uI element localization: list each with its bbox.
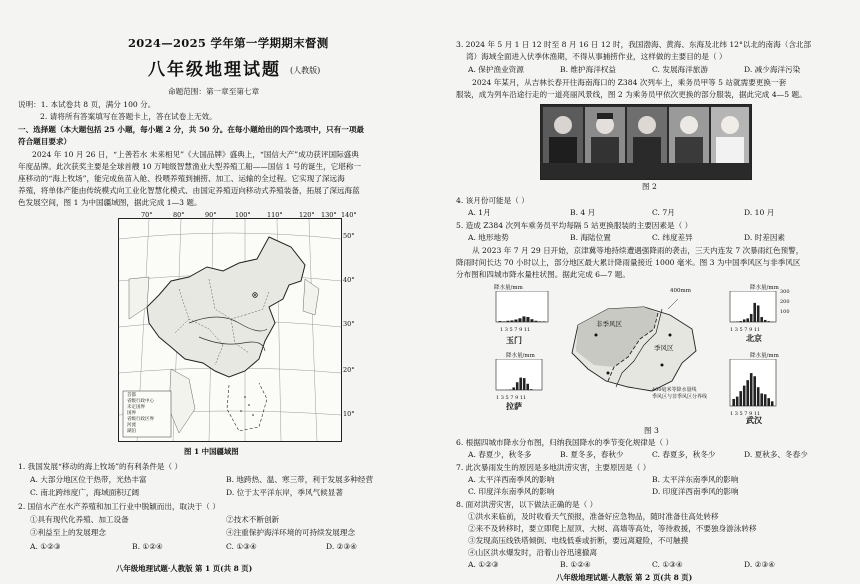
precip-bar-beijing xyxy=(764,320,767,322)
legend-item: 季风区与非季风区分界线 xyxy=(652,394,708,400)
city-label: 武汉 xyxy=(746,415,762,425)
legend-item: 400毫米等降水量线 xyxy=(652,387,697,393)
legend-item: 河流 xyxy=(127,423,136,428)
uniform-photo xyxy=(711,107,749,163)
precip-bar-wuhan xyxy=(760,393,763,406)
option-a[interactable]: A. ①②③ xyxy=(30,542,61,551)
passage-line: 分布图和四城市降水量柱状图。据此完成 6—7 题。 xyxy=(456,270,630,279)
precip-bar-yumen xyxy=(510,320,513,322)
statement-item: ③发现高压线铁塔倾倒、电线低垂或折断，要远离避险，不可触摸 xyxy=(468,536,689,545)
passage-line: 养殖，将单体产能由传统模式向工业化智慧化模式、由国定养殖迈向移动式养殖装备，拓展了深远海蓝 xyxy=(18,186,360,195)
edition-label: (人教版) xyxy=(290,66,321,75)
city-label: 拉萨 xyxy=(506,401,522,411)
passage-line: 年度品牌。此次获奖主要是全球首艘 10 万吨级智慧渔业大型养殖工船——国信 1 号的诞生，它堪称一 xyxy=(18,162,362,171)
precip-bar-wuhan xyxy=(764,394,767,406)
section-heading: 一、选择题（本大题包括 25 小题，每小题 2 分，共 50 分。在每小题给出的四个选项中，只有一项最 xyxy=(18,125,365,134)
question-stem: 6. 根据四城市降水分布图，归纳我国降水的季节变化规律是（ ） xyxy=(456,438,674,447)
lat-label: 50° xyxy=(343,232,355,240)
precip-bar-lhasa xyxy=(512,387,515,390)
option-c[interactable]: C. 春夏多，秋冬少 xyxy=(652,450,716,459)
legend-item: 湖泊 xyxy=(127,429,136,434)
question-stem: 8. 面对洪涝灾害，以下做法正确的是（ ） xyxy=(456,500,598,509)
precip-bar-beijing xyxy=(760,317,763,322)
option-c[interactable]: C. 南北跨纬度广，海域面积辽阔 xyxy=(30,488,140,497)
precip-bar-wuhan xyxy=(750,373,753,406)
isoline-label: 400mm xyxy=(670,288,691,294)
question-stem: 5. 造成 Z384 次列车乘务员平均每隔 5 站更换服装的主要因素是（ ） xyxy=(456,221,693,230)
precip-bar-yumen xyxy=(498,321,501,322)
question-stem: 7. 此次暴雨发生的原因是多地洪涝灾害，主要原因是（ ） xyxy=(456,463,651,472)
axis-title: 降水量/mm xyxy=(750,285,779,291)
note-line: 说明：1. 本试卷共 8 页，满分 100 分。 xyxy=(18,100,156,109)
option-b[interactable]: B. 4 月 xyxy=(570,208,596,217)
precip-bar-wuhan xyxy=(767,398,770,406)
option-c[interactable]: C. 7月 xyxy=(652,208,675,217)
question-stem: 1. 我国发展“移动的海上牧场”的有利条件是（ ） xyxy=(18,462,183,471)
option-b[interactable]: B. 维护海洋权益 xyxy=(560,65,616,74)
statement-item: ④注重保护海洋环境的可持续发展理念 xyxy=(226,528,356,537)
statement-item: ②来不及转移时，要立即爬上屋顶、大树、高墙等高处，等待救援，不要独身游泳转移 xyxy=(468,524,757,533)
chart-frame xyxy=(730,291,776,322)
y-tick: 200 xyxy=(780,299,790,305)
option-d[interactable]: D. 夏秋多、冬春少 xyxy=(744,450,808,459)
y-tick: 100 xyxy=(780,309,790,315)
precip-bar-yumen xyxy=(542,321,545,322)
precip-bar-yumen xyxy=(538,321,541,322)
option-a[interactable]: A. 地形地势 xyxy=(468,233,509,242)
option-b[interactable]: B. ①②④ xyxy=(132,542,163,551)
chart-frame xyxy=(496,291,548,322)
uniform-photo xyxy=(627,107,667,163)
lon-label: 100° xyxy=(235,211,251,219)
y-tick: 300 xyxy=(780,289,790,295)
precip-bar-yumen xyxy=(518,318,521,322)
option-a[interactable]: A. 1月 xyxy=(468,208,491,217)
precip-bar-yumen xyxy=(514,320,517,322)
figure-caption: 图 2 xyxy=(642,182,657,191)
question-stem: 2. 国信水产在水产养殖和加工行业中脱颖而出，取决于（ ） xyxy=(18,502,220,511)
option-b[interactable]: B. 太平洋东南季风的影响 xyxy=(652,475,739,484)
uniform-photo xyxy=(669,107,709,163)
page-footer: 八年级地理试题·人教版 第 1 页(共 8 页) xyxy=(116,564,253,573)
precip-bar-yumen xyxy=(522,316,525,322)
passage-line: 2024 年 10 月 26 日，“上善若水 未来相见”《大国品牌》盛典上，“国信大产”成功获评国际盛典 xyxy=(32,150,359,159)
passage-line: 色发展空间，图 1 为中国疆域图，据此完成 1—3 题。 xyxy=(18,198,202,207)
option-a[interactable]: A. 保护渔业资源 xyxy=(468,65,524,74)
lon-label: 90° xyxy=(205,211,217,219)
city-label: 玉门 xyxy=(506,335,522,345)
precip-bar-beijing xyxy=(743,319,746,322)
month-ticks: 1 3 5 7 9 11 xyxy=(500,327,531,333)
figure-caption: 图 1 中国疆域图 xyxy=(184,447,239,456)
page-footer: 八年级地理试题·人教版 第 2 页(共 8 页) xyxy=(556,573,693,582)
month-ticks: 1 3 5 7 9 11 xyxy=(730,327,761,333)
precip-bar-beijing xyxy=(753,303,756,322)
option-c[interactable]: C. 印度洋东南季风的影响 xyxy=(468,487,555,496)
precip-chart-lhasa xyxy=(492,351,552,411)
axis-title: 降水量/mm xyxy=(506,353,535,359)
scope-text: 命题范围：第一章至第七章 xyxy=(168,87,260,96)
chart-frame xyxy=(496,359,542,390)
china-territory-map xyxy=(118,211,357,442)
legend-item: 国界 xyxy=(127,411,136,416)
passage-line: 服装，成为列车沿途行走的一道亮丽风景线，图 2 为乘务员甲依次更换的部分服装，据此完成 4—5 题。 xyxy=(456,90,807,99)
passage-line: 从 2023 年 7 月 29 日开始，京津冀等地持续遭遇强降雨的袭击，三天内连发 7 次暴雨红色预警， xyxy=(472,246,804,255)
precip-bar-yumen xyxy=(526,317,529,322)
precip-bar-wuhan xyxy=(753,376,756,406)
passage-line: 座移动的“海上牧场”，能完成鱼苗入舱、投喂养殖到捕捞、加工、运输的全过程。它实现了深远海 xyxy=(18,174,345,183)
passage-line: 2024 年某月，从吉林长春开往海南海口的 Z384 次列车上，乘务员甲等 5 站就需要更换一套 xyxy=(472,78,787,87)
section-heading: 符合题目要求） xyxy=(18,137,72,146)
lon-label: 140° xyxy=(341,211,357,219)
precip-bar-lhasa xyxy=(509,389,512,390)
lon-label: 110° xyxy=(267,211,283,219)
city-label: 北京 xyxy=(746,333,762,343)
exam-header: 2024—2025 学年第一学期期末督测 xyxy=(128,36,329,50)
precip-bar-beijing xyxy=(736,321,739,322)
option-c[interactable]: C. ①③④ xyxy=(226,542,257,551)
exam-title: 八年级地理试题 xyxy=(148,60,281,80)
note-line: 2. 请将所有答案填写在答题卡上，答在试卷上无效。 xyxy=(40,112,217,121)
question-stem: 湾）海域全面进入伏季休渔期，不得从事捕捞作业，这样做的主要目的是（ ） xyxy=(466,52,727,61)
uniform-photo xyxy=(585,107,625,163)
precip-bar-beijing xyxy=(757,305,760,322)
legend-item: 省级行政区界 xyxy=(127,417,154,422)
precip-bar-lhasa xyxy=(519,378,522,390)
option-b[interactable]: B. 夏冬多，春秋少 xyxy=(560,450,624,459)
precip-bar-lhasa xyxy=(526,384,529,390)
option-d[interactable]: D. ②③④ xyxy=(744,560,776,569)
map-drawing xyxy=(119,219,341,441)
option-c[interactable]: C. ①③④ xyxy=(652,560,683,569)
figure-caption: 图 3 xyxy=(644,426,659,435)
option-c[interactable]: C. 纬度差异 xyxy=(652,233,693,242)
axis-title: 降水量/mm xyxy=(494,285,523,291)
precip-bar-wuhan xyxy=(743,386,746,406)
right-page xyxy=(430,0,860,584)
option-d[interactable]: D. 减少海洋污染 xyxy=(744,65,801,74)
precip-bar-yumen xyxy=(502,321,505,322)
month-ticks: 1 3 5 7 9 11 xyxy=(496,395,527,401)
precip-chart-wuhan xyxy=(726,351,792,423)
monsoon-figure xyxy=(492,283,792,423)
precip-bar-beijing xyxy=(739,321,742,322)
option-a[interactable]: A. 春夏少，秋冬多 xyxy=(468,450,532,459)
region-label: 季风区 xyxy=(654,344,674,352)
precip-chart-yumen xyxy=(492,283,552,345)
lon-label: 80° xyxy=(173,211,185,219)
option-d[interactable]: D. 时差因素 xyxy=(744,233,786,242)
region-label: 非季风区 xyxy=(596,320,622,328)
month-ticks: 1 3 5 7 9 11 xyxy=(730,411,761,417)
legend-item: 省级行政中心 xyxy=(127,399,154,404)
option-d[interactable]: D. ②③④ xyxy=(326,542,358,551)
option-d[interactable]: D. 位于太平洋东岸，季风气候显著 xyxy=(226,488,343,497)
option-d[interactable]: D. 10 月 xyxy=(744,208,775,217)
option-a[interactable]: A. ①②③ xyxy=(468,560,499,569)
precip-bar-lhasa xyxy=(530,389,533,390)
precip-bar-wuhan xyxy=(736,397,739,406)
precip-bar-yumen xyxy=(534,321,537,322)
statement-item: ①具有现代化养殖、加工设备 xyxy=(30,515,129,524)
precip-chart-beijing xyxy=(726,283,792,343)
option-c[interactable]: C. 发展海洋旅游 xyxy=(652,65,708,74)
question-stem: 3. 2024 年 5 月 1 日 12 时至 8 月 16 日 12 时，我国渤海、黄海、东海及北纬 12°以北的南海（含北部 xyxy=(456,40,812,49)
lon-label: 120° xyxy=(299,211,315,219)
statement-item: ①洪水来临前，及时收看天气预报，准备好应急物品，随时准备往高处转移 xyxy=(468,512,719,521)
precip-bar-yumen xyxy=(530,319,533,322)
legend-item: 首都 xyxy=(127,393,136,398)
precip-bar-wuhan xyxy=(771,401,774,406)
precip-bar-wuhan xyxy=(739,391,742,406)
lat-label: 30° xyxy=(343,320,355,328)
precip-bar-wuhan xyxy=(746,380,749,406)
precip-bar-beijing xyxy=(767,321,770,322)
axis-title: 降水量/mm xyxy=(750,353,779,359)
precip-bar-lhasa xyxy=(516,382,519,390)
lon-label: 130° xyxy=(321,211,337,219)
precip-bar-yumen xyxy=(506,321,509,322)
statement-item: ③利益至上的发展理念 xyxy=(30,528,106,537)
uniform-photos xyxy=(540,104,752,180)
option-b[interactable]: B. 地跨热、温、寒三带，利于发展多种经营 xyxy=(226,475,374,484)
option-a[interactable]: A. 太平洋西南季风的影响 xyxy=(468,475,555,484)
lon-label: 70° xyxy=(141,211,153,219)
statement-item: ④山区洪水爆发时，沿着山谷迅速撤离 xyxy=(468,548,598,557)
lat-label: 40° xyxy=(343,276,355,284)
precip-bar-beijing xyxy=(750,314,753,322)
legend-item: 未定国界 xyxy=(127,405,145,410)
option-b[interactable]: B. 海陆位置 xyxy=(570,233,611,242)
uniform-photo xyxy=(543,107,583,163)
option-a[interactable]: A. 大部分地区位于热带，光热丰富 xyxy=(30,475,147,484)
lat-label: 10° xyxy=(343,410,355,418)
precip-bar-lhasa xyxy=(523,378,526,390)
statement-item: ②技术不断创新 xyxy=(226,515,280,524)
precip-bar-beijing xyxy=(746,318,749,322)
precip-bar-wuhan xyxy=(757,387,760,406)
precip-bar-wuhan xyxy=(732,399,735,406)
question-stem: 4. 该月份可能是（ ） xyxy=(456,196,529,205)
passage-line: 降雨时间长达 70 小时以上，部分地区最大累计降雨量接近 1000 毫米。图 3 为中国季风区与非季风区 xyxy=(456,258,801,267)
option-b[interactable]: B. ①②④ xyxy=(560,560,591,569)
lat-label: 20° xyxy=(343,366,355,374)
option-d[interactable]: D. 印度洋西南季风的影响 xyxy=(652,487,739,496)
